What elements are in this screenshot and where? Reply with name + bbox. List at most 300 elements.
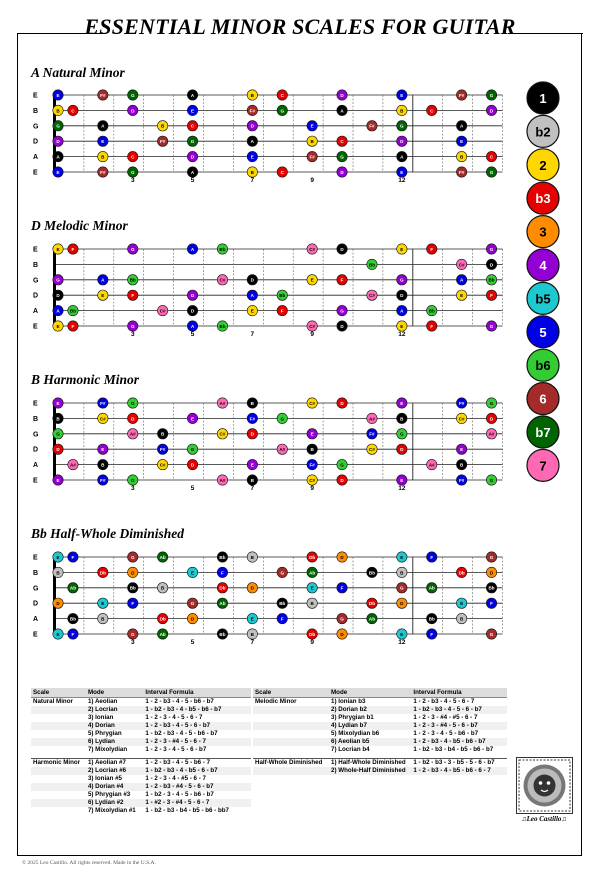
- note-label: C#: [309, 400, 316, 406]
- fret-number: 7: [250, 485, 255, 492]
- note-label: G: [130, 554, 135, 560]
- note-label: F: [490, 601, 493, 607]
- note-label: Ab: [368, 616, 376, 622]
- note-label: E: [400, 400, 404, 406]
- note-label: G: [280, 416, 285, 422]
- fret-number: 9: [310, 639, 314, 646]
- string-name: E: [33, 92, 38, 100]
- legend-item: [527, 349, 559, 381]
- note-label: G: [130, 323, 135, 329]
- note-label: A: [190, 169, 195, 175]
- formula-cell: 1 - b2 - b3 - 4 - 5 - b6 - b7: [145, 730, 218, 737]
- note-label: Bb: [368, 262, 376, 268]
- note-label: A#: [219, 477, 226, 483]
- formula-cell: 1 - 2 - 3 - #4 - 5 - 6 - b7: [411, 722, 507, 730]
- note-label: D: [250, 277, 255, 283]
- formula-cell: 1 - #2 - 3 - #4 - 5 - 6 - 7: [143, 799, 251, 807]
- note-label: G: [489, 554, 494, 560]
- note-label: G: [489, 169, 494, 175]
- note-label: A: [459, 123, 464, 129]
- formula-cell: 1 - 2 - b3 - 4 - 5 - b6 - b7: [143, 698, 251, 707]
- formula-cell: 1 - 2 - 3 - 4 - 5 - 6 - b7: [145, 746, 207, 753]
- fret-number: 5: [190, 177, 195, 184]
- legend-label: b3: [535, 191, 551, 207]
- note-label: E: [310, 585, 314, 591]
- note-label: Bb: [488, 585, 495, 591]
- note-label: D: [340, 323, 344, 329]
- note-label: D: [489, 262, 494, 268]
- mode-cell: 3) Phrygian b1: [331, 714, 374, 721]
- note-label: E: [191, 416, 195, 422]
- mode-cell: 3) Ionian #5: [87, 775, 122, 782]
- note-label: Bb: [219, 554, 226, 560]
- note-label: G: [489, 400, 494, 406]
- note-label: E: [400, 477, 404, 483]
- note-label: B: [56, 108, 60, 114]
- legend-item: [527, 416, 559, 448]
- note-label: G: [130, 477, 135, 483]
- note-label: Db: [458, 570, 465, 576]
- note-label: C#: [458, 416, 465, 422]
- note-label: F: [221, 570, 224, 576]
- note-label: B: [160, 431, 165, 437]
- mode-cell: 6) Aeolian b5: [329, 738, 411, 746]
- mode-cell: 2) Locrian #6: [86, 767, 143, 775]
- fret-number: 12: [398, 485, 406, 492]
- legend-item: [527, 249, 559, 281]
- table-header: Scale: [31, 688, 86, 698]
- string-name: E: [33, 246, 38, 254]
- note-label: Bb: [428, 308, 435, 314]
- legend-label: 3: [539, 224, 547, 240]
- legend-item: [527, 216, 559, 248]
- note-label: G: [340, 462, 344, 468]
- note-label: B: [459, 154, 464, 160]
- note-label: E: [250, 616, 254, 622]
- note-label: F#: [458, 477, 465, 483]
- fret-number: 5: [190, 639, 195, 646]
- note-label: C#: [369, 293, 375, 299]
- mode-cell: 7) Mixolydian #1: [87, 807, 136, 814]
- mode-cell: 4) Dorian: [86, 722, 143, 730]
- note-label: F: [71, 554, 75, 560]
- note-label: D: [340, 631, 344, 637]
- note-label: B: [250, 169, 255, 175]
- note-label: E: [56, 554, 60, 560]
- legend-label: b7: [535, 425, 551, 440]
- note-label: E: [250, 308, 254, 314]
- note-label: C#: [309, 477, 316, 483]
- note-label: D: [340, 477, 344, 483]
- note-label: A: [56, 308, 60, 314]
- note-label: Bb: [368, 570, 376, 576]
- table-header: Interval Formula: [411, 688, 507, 698]
- note-label: Ab: [69, 585, 77, 591]
- table-header: Interval Formula: [143, 688, 251, 698]
- note-label: C: [131, 154, 135, 160]
- note-label: D: [190, 154, 195, 160]
- mode-cell: 1) Aeolian: [86, 698, 143, 707]
- note-label: A: [101, 123, 105, 129]
- note-label: D: [400, 447, 404, 453]
- legend-label: 7: [539, 458, 547, 474]
- legend-item: [527, 82, 559, 114]
- string-name: B: [33, 107, 39, 115]
- fret-number: 12: [398, 177, 406, 184]
- note-label: Db: [99, 570, 106, 576]
- note-label: G: [190, 139, 195, 145]
- legend-label: 2: [539, 157, 547, 173]
- note-label: D: [400, 293, 404, 299]
- note-label: B: [400, 108, 404, 114]
- note-label: E: [56, 400, 60, 406]
- note-label: A: [190, 92, 195, 98]
- note-label: Bb: [279, 601, 286, 607]
- note-label: D: [56, 139, 60, 145]
- legend-label: 1: [539, 91, 547, 106]
- note-label: F: [430, 631, 434, 637]
- note-label: F#: [309, 154, 315, 160]
- note-label: F: [430, 323, 434, 329]
- note-label: Db: [309, 631, 316, 637]
- note-label: A#: [369, 416, 375, 422]
- legend-label: 6: [539, 391, 547, 407]
- note-label: F: [71, 246, 75, 252]
- page-title: ESSENTIAL MINOR SCALES FOR GUITAR: [84, 14, 516, 39]
- scale-cell: Melodic Minor: [253, 698, 329, 707]
- legend-item: [527, 449, 559, 481]
- note-label: E: [250, 462, 254, 468]
- note-label: B: [250, 554, 255, 560]
- note-label: B: [459, 462, 464, 468]
- note-label: C#: [458, 262, 465, 268]
- mode-cell: 1) Aeolian #7: [86, 759, 143, 768]
- fret-number: 7: [250, 639, 255, 646]
- note-label: E: [56, 631, 60, 637]
- note-label: Bb: [219, 631, 226, 637]
- formula-cell: 1 - 2 - b3 - 4 - 5 - 6 - 7: [411, 698, 507, 707]
- note-label: E: [101, 447, 105, 453]
- scale-title: B Harmonic Minor: [31, 372, 140, 387]
- note-label: D: [340, 554, 344, 560]
- mode-cell: 5) Mixolydian b6: [331, 730, 380, 737]
- note-label: A#: [488, 431, 495, 437]
- note-label: A: [250, 293, 255, 299]
- legend-item: [527, 182, 559, 214]
- note-label: C#: [309, 323, 316, 329]
- formula-cell: 1 - b2 - b3 - 4 - b5 - b6 - b7: [143, 706, 251, 714]
- string-name: E: [33, 169, 38, 177]
- note-label: D: [56, 447, 60, 453]
- note-label: A: [56, 154, 60, 160]
- note-label: A: [400, 154, 404, 160]
- note-label: A#: [219, 400, 226, 406]
- note-label: C#: [309, 246, 316, 252]
- note-label: B: [101, 616, 105, 622]
- note-label: B: [400, 570, 404, 576]
- fret-number: 9: [310, 331, 314, 338]
- note-label: D: [190, 616, 195, 622]
- string-name: A: [33, 308, 39, 316]
- note-label: B: [310, 601, 314, 607]
- string-name: A: [33, 616, 39, 624]
- note-label: D: [340, 92, 344, 98]
- note-label: G: [489, 323, 494, 329]
- mode-cell: 2) Locrian: [86, 706, 143, 714]
- scale-cell: Harmonic Minor: [31, 759, 86, 768]
- note-label: Bb: [129, 585, 136, 591]
- note-label: D: [190, 462, 195, 468]
- note-label: D: [400, 139, 404, 145]
- note-label: Bb: [69, 616, 77, 622]
- mode-cell: 6) Lydian #2: [86, 799, 143, 807]
- note-label: F: [430, 246, 434, 252]
- note-label: F: [340, 585, 344, 591]
- formula-cell: 1 - 2 - b3 - 4 - b5 - b6 - 6 - 7: [411, 767, 507, 775]
- note-label: A#: [70, 462, 76, 468]
- string-name: E: [33, 477, 38, 485]
- note-label: D: [489, 570, 494, 576]
- formula-cell: 1 - 2 - 3 - #4 - #5 - 6 - 7: [413, 714, 478, 721]
- note-label: D: [56, 601, 60, 607]
- formula-cell: 1 - 2 - 3 - 4 - 5 - b6 - b7: [413, 730, 479, 737]
- legend-label: b5: [535, 291, 551, 307]
- note-label: F#: [159, 139, 166, 145]
- note-label: G: [340, 308, 344, 314]
- scale-cell: Natural Minor: [31, 698, 86, 707]
- note-label: C: [190, 123, 195, 129]
- note-label: B: [400, 416, 404, 422]
- mode-cell: 5) Phrygian: [87, 730, 122, 737]
- note-label: C: [430, 108, 434, 114]
- note-label: E: [400, 92, 404, 98]
- fret-number: 5: [190, 331, 195, 338]
- mode-cell: 6) Lydian: [86, 738, 143, 746]
- note-label: E: [460, 293, 464, 299]
- note-label: D: [489, 108, 494, 114]
- note-label: G: [400, 431, 404, 437]
- formula-cell: 1 - 2 - 3 - #4 - 5 - 6 - 7: [143, 738, 251, 746]
- table-header: Mode: [86, 688, 143, 698]
- note-label: G: [280, 570, 285, 576]
- note-label: Db: [309, 554, 316, 560]
- mode-cell: 4) Dorian #4: [86, 783, 143, 791]
- note-label: B: [250, 631, 255, 637]
- note-label: Bb: [129, 277, 136, 283]
- note-label: F: [340, 277, 344, 283]
- string-name: D: [33, 292, 39, 300]
- note-label: F#: [458, 92, 465, 98]
- string-name: E: [33, 631, 38, 639]
- note-label: A: [340, 108, 344, 114]
- fret-number: 3: [130, 639, 135, 646]
- note-label: B: [250, 477, 255, 483]
- note-label: D: [131, 416, 135, 422]
- string-name: G: [33, 277, 39, 285]
- note-label: C#: [159, 462, 166, 468]
- note-label: F: [71, 323, 75, 329]
- note-label: Ab: [428, 585, 435, 591]
- note-label: E: [250, 154, 254, 160]
- note-label: A: [459, 277, 464, 283]
- note-label: B: [250, 92, 255, 98]
- formula-cell: 1 - b2 - b3 - 4 - b5 - 6 - b7: [143, 767, 251, 775]
- note-label: E: [191, 108, 195, 114]
- note-label: B: [250, 400, 255, 406]
- mode-cell: 1) Half-Whole Diminished: [329, 759, 411, 768]
- note-label: G: [489, 92, 494, 98]
- note-label: F#: [159, 447, 166, 453]
- note-label: F#: [458, 169, 465, 175]
- note-label: G: [130, 92, 135, 98]
- note-label: Bb: [279, 293, 286, 299]
- legend-label: 5: [539, 324, 547, 340]
- note-label: Bb: [69, 308, 77, 314]
- note-label: G: [400, 123, 404, 129]
- note-label: G: [130, 169, 135, 175]
- note-label: E: [56, 169, 60, 175]
- note-label: F: [280, 308, 284, 314]
- table-header: Scale: [253, 688, 329, 698]
- scale-cell: Half-Whole Diminished: [253, 759, 329, 768]
- note-label: F: [131, 293, 135, 299]
- note-label: C#: [369, 447, 375, 453]
- note-label: C: [340, 139, 344, 145]
- note-label: E: [191, 570, 195, 576]
- fret-number: 12: [398, 331, 406, 338]
- note-label: G: [56, 277, 60, 283]
- note-label: F: [280, 616, 284, 622]
- formula-cell: 1 - b2 - b3 - b4 - b5 - b6 - bb7: [145, 807, 229, 814]
- note-label: E: [400, 169, 404, 175]
- note-label: Db: [159, 616, 166, 622]
- note-label: E: [310, 123, 314, 129]
- note-label: C: [280, 169, 284, 175]
- legend-label: b2: [535, 124, 551, 140]
- note-label: B: [101, 462, 105, 468]
- fret-number: 3: [130, 485, 135, 492]
- copyright: © 2025 Leo Castillo. All rights reserved. Made in the U.S.A.: [22, 860, 156, 866]
- string-name: B: [33, 415, 39, 423]
- note-label: D: [56, 293, 60, 299]
- author-name: ♫Leo Castillo♫: [521, 815, 567, 823]
- note-label: Bb: [488, 277, 495, 283]
- legend-label: b6: [535, 358, 551, 374]
- note-label: G: [130, 400, 135, 406]
- fret-number: 9: [310, 177, 314, 184]
- note-label: G: [489, 631, 494, 637]
- note-label: Db: [219, 585, 226, 591]
- note-label: F#: [249, 416, 256, 422]
- note-label: E: [400, 554, 404, 560]
- note-label: E: [56, 323, 60, 329]
- note-label: A#: [279, 447, 286, 453]
- note-label: E: [400, 631, 404, 637]
- string-name: G: [33, 123, 39, 131]
- mode-cell: 7) Locrian b4: [331, 746, 370, 753]
- note-label: F#: [100, 477, 106, 483]
- note-label: Bb: [219, 323, 226, 329]
- note-label: C#: [219, 277, 226, 283]
- mode-cell: 4) Lydian b7: [329, 722, 411, 730]
- note-label: F#: [249, 108, 256, 114]
- mode-cell: 2) Whole-Half Diminished: [329, 767, 411, 775]
- string-name: D: [33, 600, 39, 608]
- note-label: D: [400, 601, 404, 607]
- note-label: G: [130, 631, 135, 637]
- note-label: D: [340, 169, 344, 175]
- string-name: A: [33, 462, 39, 470]
- formula-cell: 1 - b2 - b3 - 3 - b5 - 5 - 6 - b7: [411, 759, 507, 768]
- note-label: F: [430, 554, 434, 560]
- note-label: E: [56, 246, 60, 252]
- fret-number: 3: [130, 177, 135, 184]
- fret-number: 12: [398, 639, 406, 646]
- note-label: D: [340, 400, 344, 406]
- string-name: B: [33, 569, 39, 577]
- string-name: E: [33, 323, 38, 331]
- formula-cell: 1 - 2 - 3 - 4 - #5 - 6 - 7: [145, 775, 206, 782]
- note-label: A: [250, 139, 255, 145]
- note-label: D: [250, 431, 255, 437]
- note-label: C: [489, 154, 494, 160]
- legend-item: [527, 383, 559, 415]
- note-label: C#: [159, 308, 166, 314]
- mode-cell: 7) Mixolydian: [87, 746, 128, 753]
- note-label: E: [310, 277, 314, 283]
- note-label: G: [190, 601, 195, 607]
- note-label: A: [400, 308, 404, 314]
- note-label: G: [489, 246, 494, 252]
- note-label: Db: [368, 601, 376, 607]
- note-label: D: [340, 246, 344, 252]
- string-name: G: [33, 585, 39, 593]
- note-label: D: [131, 108, 135, 114]
- formula-cell: 1 - 2 - b3 - 4 - b5 - b6 - b7: [411, 738, 507, 746]
- string-name: D: [33, 446, 39, 454]
- note-label: A: [190, 246, 195, 252]
- note-label: D: [250, 123, 255, 129]
- fret-number: 5: [190, 485, 195, 492]
- note-label: B: [160, 585, 165, 591]
- scale-title: Bb Half-Whole Diminished: [31, 526, 185, 541]
- note-label: A: [101, 277, 105, 283]
- note-label: G: [130, 246, 135, 252]
- table-header: Mode: [329, 688, 411, 698]
- note-label: B: [310, 139, 314, 145]
- note-label: F#: [309, 462, 315, 468]
- string-name: E: [33, 554, 38, 562]
- formula-cell: 1 - b2 - b3 - 4 - 5 - 6 - b7: [411, 706, 507, 714]
- string-name: E: [33, 400, 38, 408]
- fret-number: 3: [130, 331, 135, 338]
- note-label: E: [460, 601, 464, 607]
- note-label: Ab: [159, 631, 166, 637]
- formula-cell: 1 - b2 - b3 - b4 - b5 - b6 - b7: [413, 746, 494, 753]
- formula-cell: 1 - b2 - 3 - 4 - 5 - b6 - b7: [145, 791, 214, 798]
- note-label: F#: [100, 400, 106, 406]
- note-label: G: [190, 293, 195, 299]
- formula-cell: 1 - 2 - b3 - 4 - 5 - 6 - b7: [143, 722, 251, 730]
- note-label: E: [101, 601, 105, 607]
- note-label: G: [56, 431, 60, 437]
- note-label: E: [400, 246, 404, 252]
- fret-number: 7: [250, 177, 255, 184]
- formula-cell: 1 - 2 - b3 - #4 - 5 - 6 - b7: [143, 783, 251, 791]
- note-label: E: [101, 293, 105, 299]
- note-label: F: [131, 601, 135, 607]
- note-label: A: [190, 323, 195, 329]
